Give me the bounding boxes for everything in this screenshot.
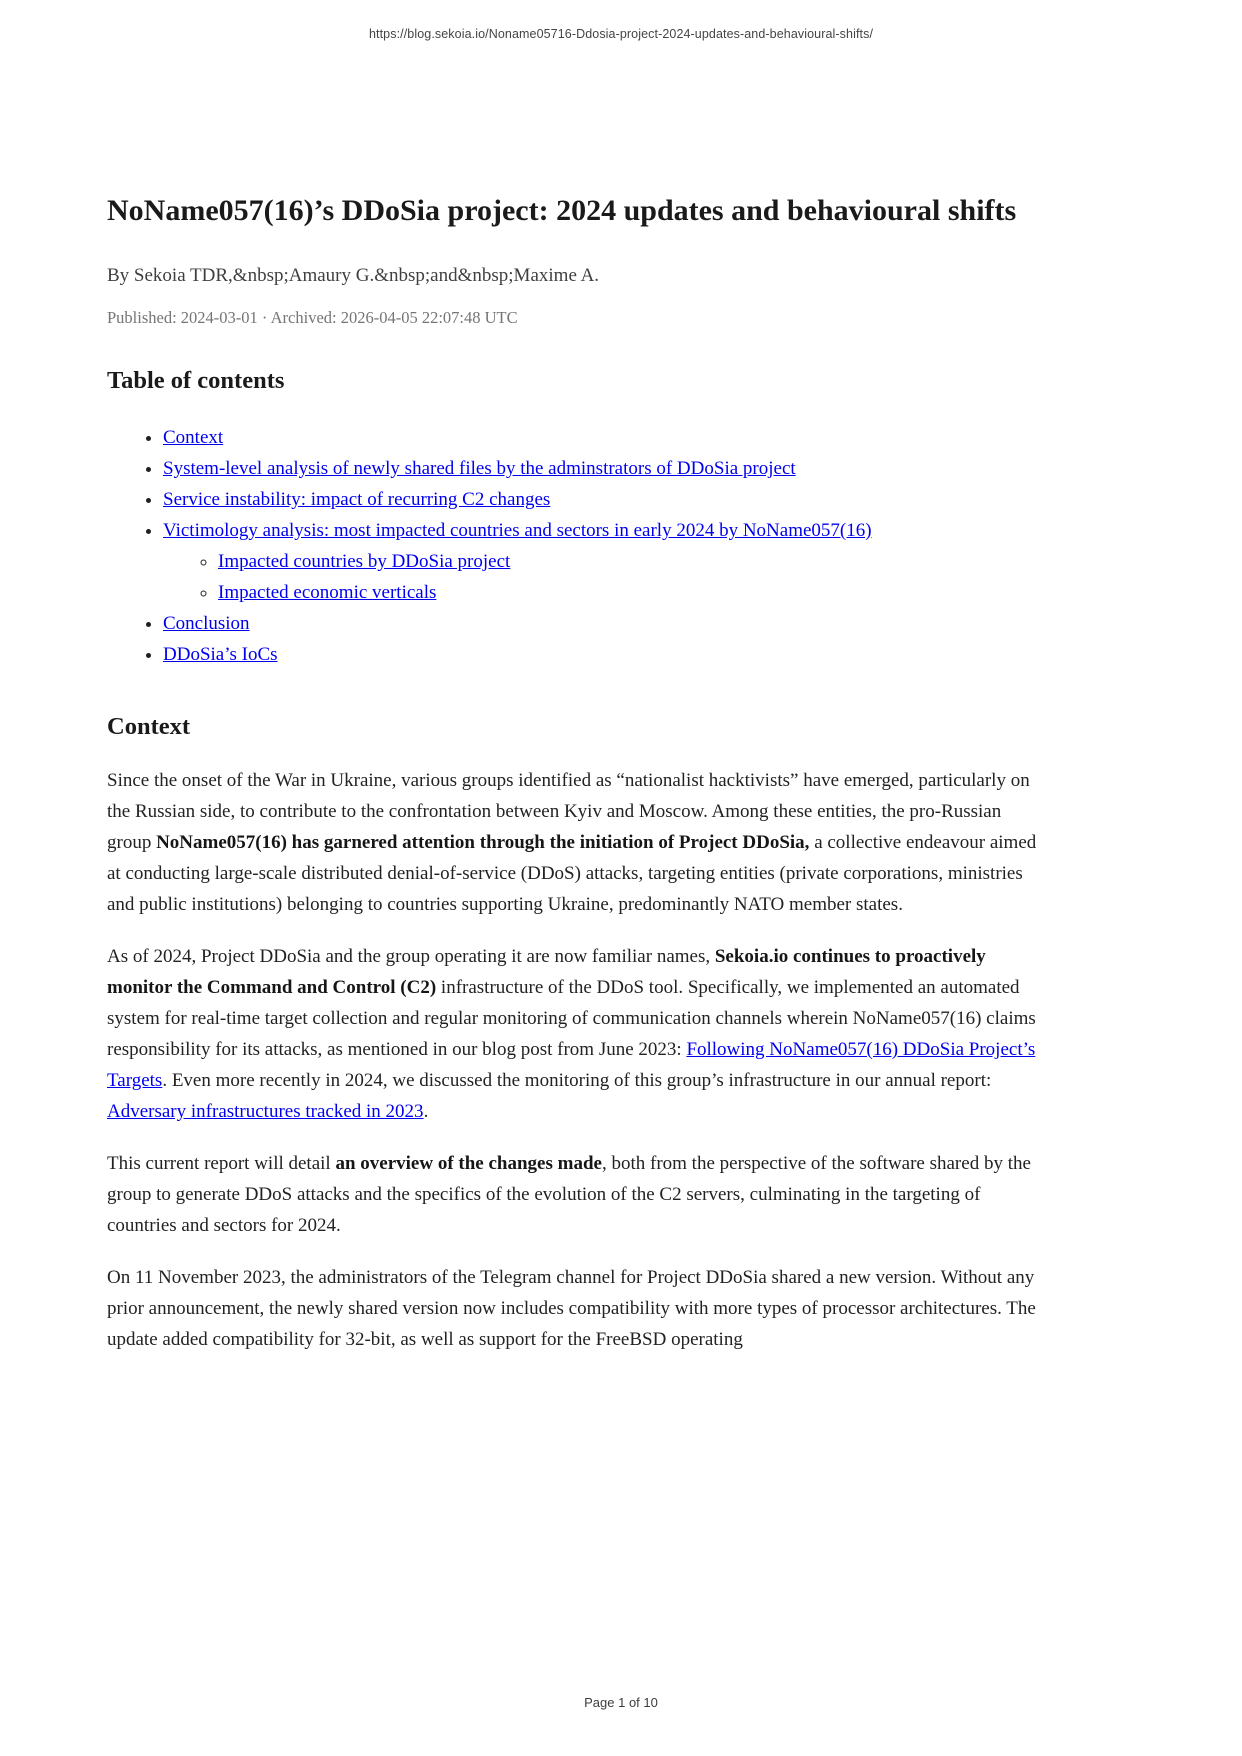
toc-link-service-instability[interactable]: Service instability: impact of recurring C2 changes — [163, 489, 551, 510]
toc-heading: Table of contents — [107, 367, 285, 394]
toc-link-impacted-economic-verticals[interactable]: Impacted economic verticals — [218, 582, 437, 603]
table-of-contents-sublist — [163, 546, 1047, 608]
toc-subitem — [218, 577, 1047, 608]
inline-link[interactable]: Adversary infrastructures tracked in 2023 — [107, 1101, 424, 1122]
print-footer-page-number: Page 1 of 10 — [584, 1695, 658, 1710]
toc-item — [163, 422, 1047, 453]
text-run: . Even more recently in 2024, we discussed the monitoring of this group’s infrastructure in our annual report: — [162, 1070, 992, 1091]
text-run: On 11 November 2023, the administrators of the Telegram channel for Project DDoSia shared a new version. Without any prior announcement, the newly shared version now includes compatibility with more types of processor architectures. The update added compatibility for 32-bit, as well as support for the FreeBSD operating — [107, 1267, 1036, 1350]
text-run: infrastructure of the DDoS tool. Specifically, we implemented an automated system for real-time target collection and regular monitoring of communication channels wherein NoName057(16) claims responsibility for its attacks, as mentioned in our blog post from June 2023: — [107, 977, 1036, 1060]
print-header-url: https://blog.sekoia.io/Noname05716-Ddosia-project-2024-updates-and-behavioural-shifts/ — [368, 27, 874, 41]
toc-item — [163, 639, 1047, 670]
paragraph-context-2 — [107, 941, 1047, 1127]
context-section-heading: Context — [107, 713, 191, 740]
article-byline: By Sekoia TDR,&nbsp;Amaury G.&nbsp;and&nbsp;Maxime A. — [107, 265, 600, 286]
toc-item — [163, 608, 1047, 639]
bold-text-run: an overview of the changes made — [335, 1153, 602, 1174]
paragraph-context-4 — [107, 1262, 1047, 1355]
table-of-contents — [107, 422, 1047, 670]
text-run: Since the onset of the War in Ukraine, various groups identified as “nationalist hacktivists” have emerged, particularly on the Russian side, to contribute to the confrontation between Kyiv and Moscow. Among these entities, the pro-Russian group — [107, 770, 1030, 853]
toc-item — [163, 453, 1047, 484]
paragraph-context-1 — [107, 765, 1047, 920]
toc-link-victimology-analysis[interactable]: Victimology analysis: most impacted countries and sectors in early 2024 by NoName057(16) — [163, 520, 872, 541]
toc-subitem — [218, 546, 1047, 577]
toc-link-impacted-countries[interactable]: Impacted countries by DDoSia project — [218, 551, 511, 572]
toc-item — [163, 515, 1047, 608]
toc-link-ddosia-iocs[interactable]: DDoSia’s IoCs — [163, 644, 278, 665]
toc-link-context[interactable]: Context — [163, 427, 224, 448]
toc-item — [163, 484, 1047, 515]
document-page — [107, 0, 1047, 1355]
text-run: . — [423, 1101, 429, 1122]
toc-link-system-level-analysis[interactable]: System-level analysis of newly shared files by the adminstrators of DDoSia project — [163, 458, 796, 479]
paragraph-context-3 — [107, 1148, 1047, 1241]
bold-text-run: NoName057(16) has garnered attention through the initiation of Project DDoSia, — [156, 832, 810, 853]
text-run: This current report will detail — [107, 1153, 336, 1174]
toc-link-conclusion[interactable]: Conclusion — [163, 613, 250, 634]
text-run: As of 2024, Project DDoSia and the group operating it are now familiar names, — [107, 946, 715, 967]
page-title: NoName057(16)’s DDoSia project: 2024 updates and behavioural shifts — [107, 194, 1017, 227]
text-run: a collective endeavour aimed at conducting large-scale distributed denial-of-service (DDoS) attacks, targeting entities (private corporations, ministries and public institutions) belonging to countries supporting Ukraine, predominantly NATO member states. — [107, 832, 1037, 915]
bold-text-run: Sekoia.io continues to proactively monitor the Command and Control (C2) — [107, 946, 986, 998]
inline-link[interactable]: Following NoName057(16) DDoSia Project’s Targets — [107, 1039, 1036, 1091]
article-meta: Published: 2024-03-01 · Archived: 2026-04-05 22:07:48 UTC — [107, 308, 518, 327]
text-run: , both from the perspective of the software shared by the group to generate DDoS attacks and the specifics of the evolution of the C2 servers, culminating in the targeting of countries and sectors for 2024. — [107, 1153, 1031, 1236]
